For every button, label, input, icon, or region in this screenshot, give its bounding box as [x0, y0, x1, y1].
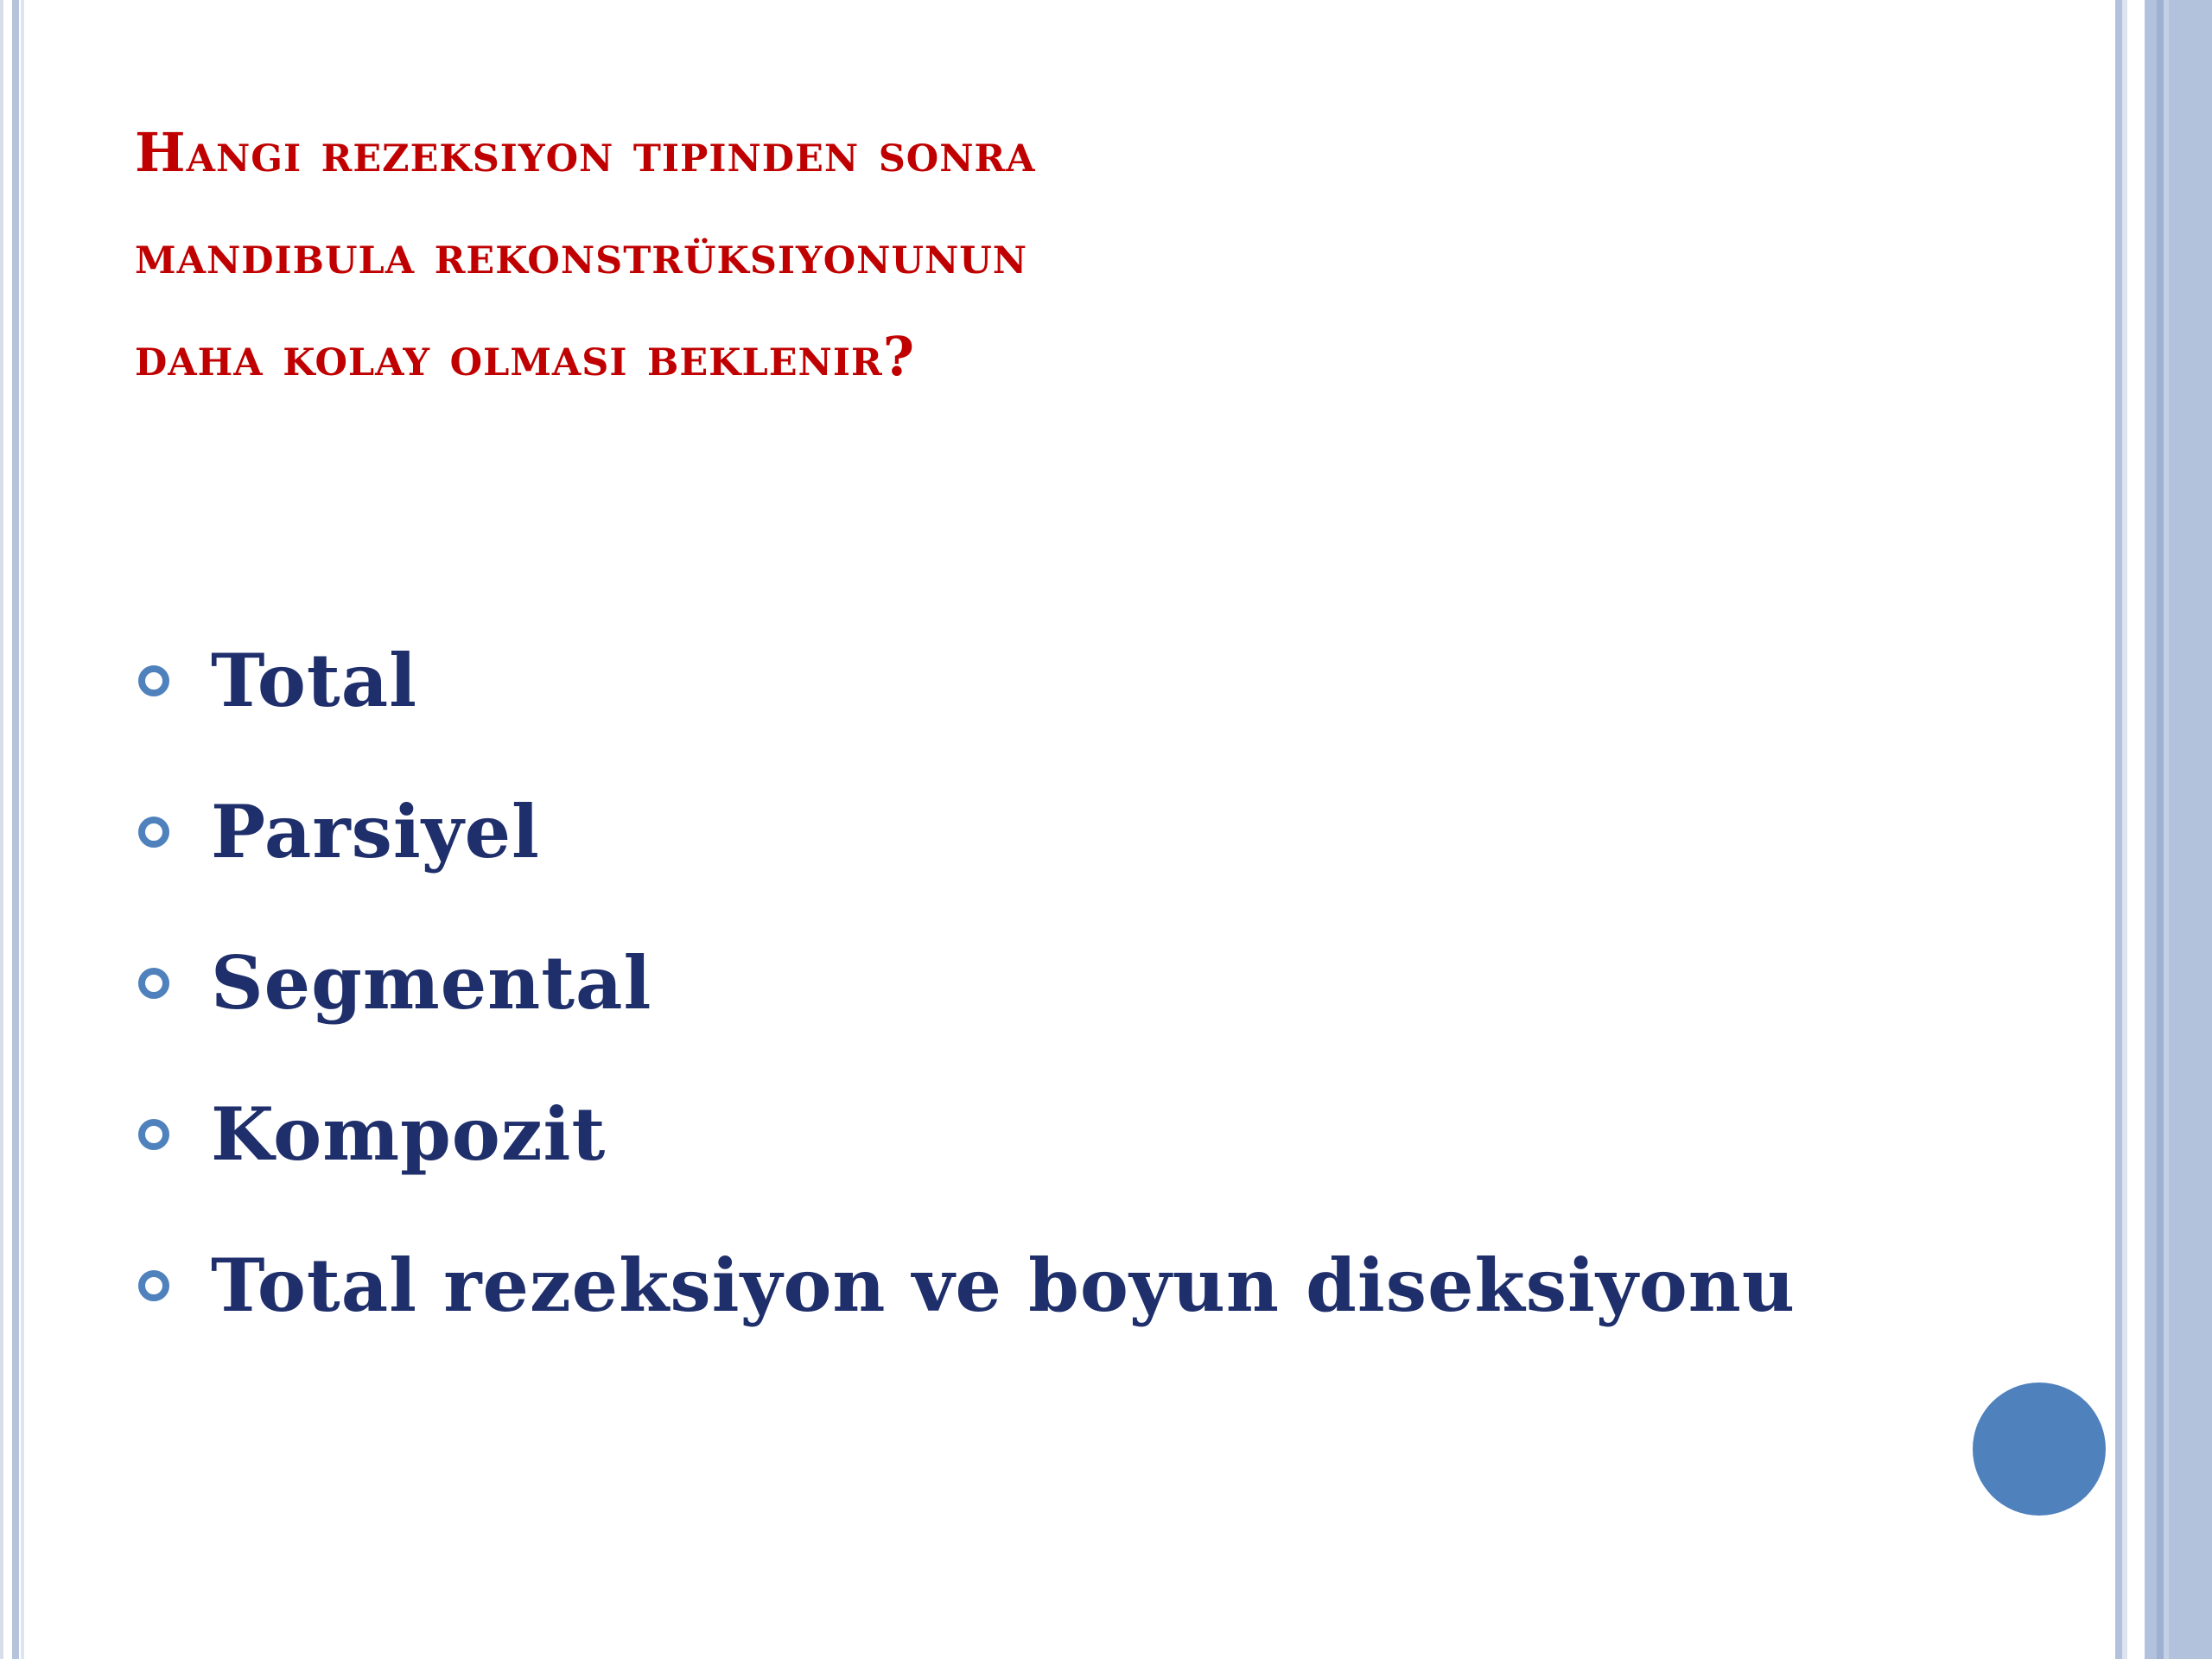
option-total-rezeksiyon-boyun-diseksiyonu — [130, 1210, 1796, 1361]
title-line-3: daha kolay olması beklenir? — [135, 325, 916, 388]
title-line-1: Hangi rezeksiyon tipinden sonra — [135, 121, 1036, 184]
option-label: Total rezeksiyon ve boyun diseksiyonu — [211, 1243, 1796, 1328]
filled-circle-icon — [1973, 1382, 2106, 1516]
left-border-line — [0, 0, 3, 1659]
hollow-circle-bullet-icon — [138, 1270, 169, 1301]
option-label: Parsiyel — [211, 789, 540, 874]
left-border-line — [12, 0, 19, 1659]
right-border-stripe — [2115, 0, 2122, 1659]
slide-title — [135, 102, 2036, 408]
hollow-circle-bullet-icon — [138, 968, 169, 999]
option-label: Kompozit — [211, 1091, 607, 1177]
answer-options-list — [130, 605, 1796, 1361]
right-border-stripe — [2157, 0, 2164, 1659]
hollow-circle-bullet-icon — [138, 1119, 169, 1150]
right-border-stripe — [2145, 0, 2157, 1659]
hollow-circle-bullet-icon — [138, 817, 169, 848]
option-parsiyel — [130, 756, 1796, 907]
option-label: Segmental — [211, 940, 652, 1026]
option-label: Total — [211, 638, 418, 723]
left-border-line — [21, 0, 24, 1659]
right-border-stripe — [2169, 0, 2212, 1659]
option-total — [130, 605, 1796, 756]
right-border-stripe — [2127, 0, 2145, 1659]
option-kompozit — [130, 1058, 1796, 1210]
option-segmental — [130, 907, 1796, 1058]
hollow-circle-bullet-icon — [138, 665, 169, 696]
title-line-2: mandibula rekonstrüksiyonunun — [135, 223, 1028, 286]
